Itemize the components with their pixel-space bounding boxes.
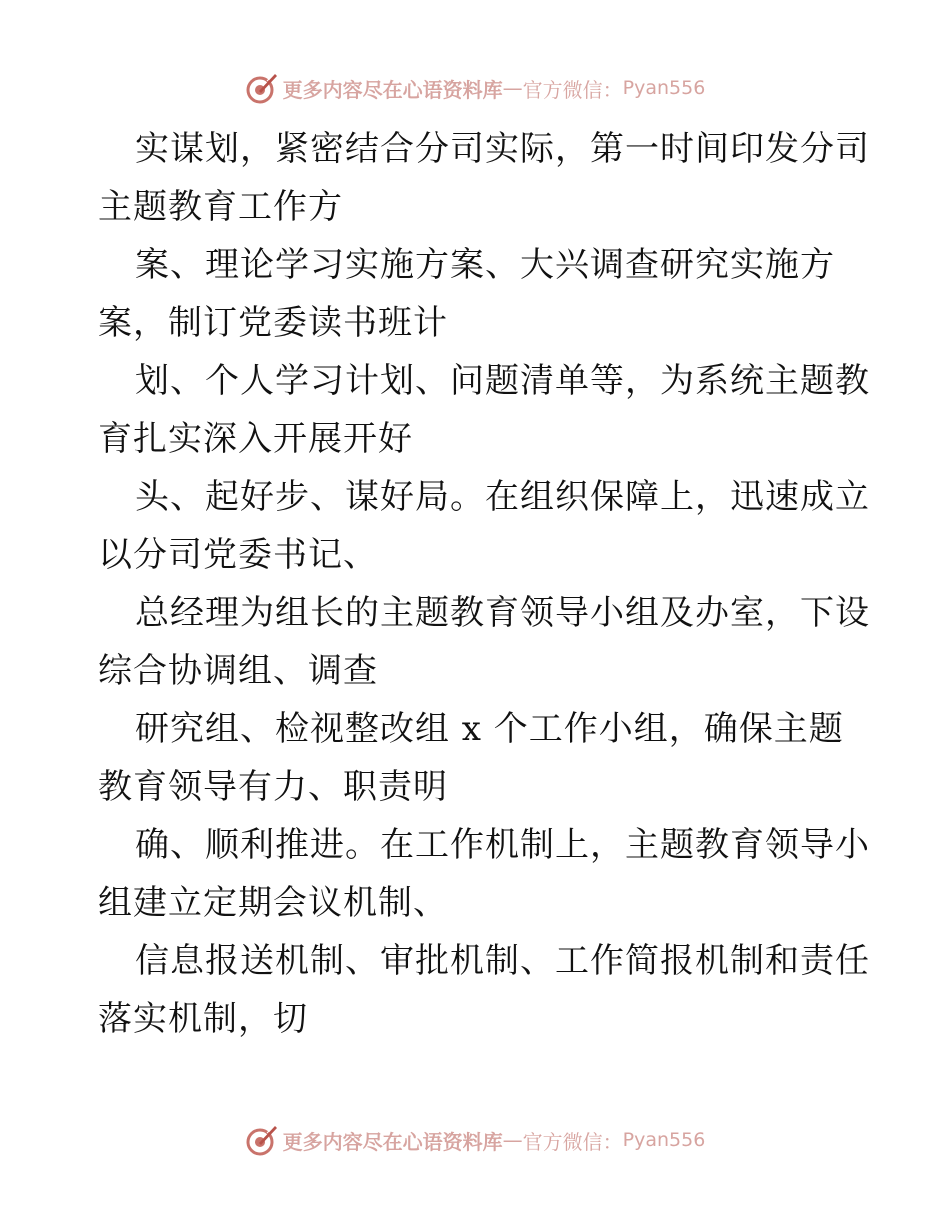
body-line: 以分司党委书记、 [98,535,378,575]
header-separator: — [502,76,523,100]
body-line: 案，制订党委读书班计 [98,303,448,343]
footer-brand-text: 更多内容尽在心语资料库 [282,1129,503,1154]
body-line: 主题教育工作方 [98,187,343,227]
body-line: 信息报送机制、审批机制、工作简报机制和责任 [135,941,870,981]
body-line: 育扎实深入开展开好 [98,419,413,459]
footer-wechat-label: 官方微信： [522,1129,623,1154]
body-line: 确、顺利推进。在工作机制上，主题教育领导小 [135,825,870,865]
body-line: 总经理为组长的主题教育领导小组及办室，下设 [135,593,870,633]
body-line: 落实机制，切 [98,999,308,1039]
header-wechat-label: 官方微信： [522,77,623,102]
document-body [98,120,870,1048]
body-line: 综合协调组、调查 [98,651,378,691]
body-line: 案、理论学习实施方案、大兴调查研究实施方 [135,245,835,285]
body-line: 划、个人学习计划、问题清单等，为系统主题教 [135,361,870,401]
quill-seal-icon [245,71,279,105]
footer-wechat-id: Pyan556 [622,1129,706,1151]
body-line: 组建立定期会议机制、 [98,883,448,923]
body-line: 教育领导有力、职责明 [98,767,448,807]
footer-banner [0,1120,950,1160]
body-line: 研究组、检视整改组 x 个工作小组，确保主题 [135,709,844,749]
quill-seal-icon [245,1123,279,1157]
body-line: 实谋划，紧密结合分司实际，第一时间印发分司 [135,129,870,169]
header-banner [0,68,950,108]
footer-separator: — [502,1128,523,1152]
body-line: 头、起好步、谋好局。在组织保障上，迅速成立 [135,477,870,517]
header-brand-text: 更多内容尽在心语资料库 [282,77,503,102]
header-wechat-id: Pyan556 [622,77,706,99]
